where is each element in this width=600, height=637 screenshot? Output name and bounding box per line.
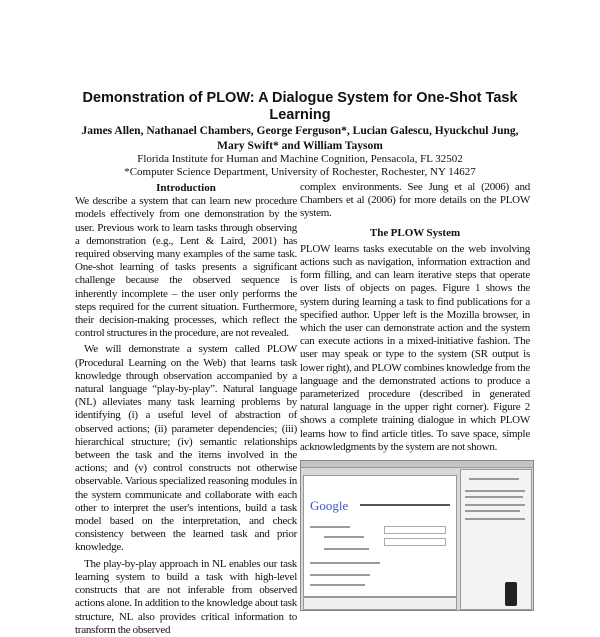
paper-title: Demonstration of PLOW: A Dialogue System for One-Shot Task Learning [82, 90, 518, 123]
plow-system-paragraph: PLOW learns tasks executable on the web involving actions such as navigation, information extraction and form filling, and can learn iterative steps that operate over lists of objects on pages. Figure 1 shows the system during learning a task to find publications for a specified author. Upper left is the Mozilla browser, in which the user can demonstrate action and the system can execute actions in a mixed-initiative fashion. The user may speak or type to the system (SR output is lower right), and PLOW combines knowledge from the language and the demonstrated actions to produce a parameterized procedure (described in generated natural language in the upper right corner). Figure 2 shows a complete training dialogue in which PLOW learns how to find article titles. To save space, simple acknowledgments by the system are not shown. [300, 242, 530, 453]
procedure-panel [460, 469, 532, 610]
intro-paragraph-1: We describe a system that can learn new procedure models effectively from one demonstration by the user. Previous work to learn tasks through observing a demonstration (e.g., Lent & Laird, 2001) has required observing many examples of the same task. One-shot learning of tasks presents a significant challenge because the observed sequence is inherently incomplete – the user only performs the steps required for the current situation. Furthermore, their decision-making processes, which reflect the control structures in the procedure, are not revealed. [75, 195, 297, 340]
window-titlebar [301, 461, 533, 468]
browser-window [303, 475, 457, 597]
speech-output-bar [303, 597, 457, 610]
authors [40, 124, 560, 154]
right-column [300, 181, 530, 611]
plow-system-heading: The PLOW System [369, 226, 461, 239]
affiliation-1: Florida Institute for Human and Machine Cognition, Pensacola, FL 32502 [137, 153, 463, 165]
figure-1-screenshot [300, 460, 534, 611]
intro-paragraph-2: We will demonstrate a system called PLOW (Procedural Learning on the Web) that learns task knowledge through observation accompanied by a natural language “play-by-play”. Natural language (NL) alleviates many task learning problems by identifying (i) a useful level of abstraction of observed actions; (ii) parameter dependencies; (iii) hierarchical structure; (iv) semantic relationships between the task and the items involved in the actions; and (v) control constructs not otherwise observable. Various specialized reasoning modules in the system communicate and collaborate with each other to interpret the user's intentions, build a task model based on the interpretation, and check consistency between the learned task and prior knowledge. [75, 343, 297, 554]
continuation-paragraph: complex environments. See Jung et al (2006) and Chambers et al (2006) for more details on the PLOW system. [300, 181, 530, 220]
google-logo: Google [310, 498, 349, 514]
intro-paragraph-3: The play-by-play approach in NL enables our task learning system to build a task with high-level constructs that are not inferable from observed actions alone. In addition to the knowledge about task structure, NL also provides critical information to transform the observed [75, 557, 297, 636]
authors-line-2: Mary Swift* and William Taysom [217, 140, 383, 152]
affiliations [40, 153, 560, 179]
affiliation-2: *Computer Science Department, University of Rochester, Rochester, NY 14627 [124, 166, 476, 178]
authors-line-1: James Allen, Nathanael Chambers, George Ferguson*, Lucian Galescu, Hyuckchul Jung, [81, 125, 519, 137]
traffic-light-icon [505, 582, 517, 606]
introduction-heading: Introduction [156, 182, 216, 194]
left-column [75, 182, 297, 637]
